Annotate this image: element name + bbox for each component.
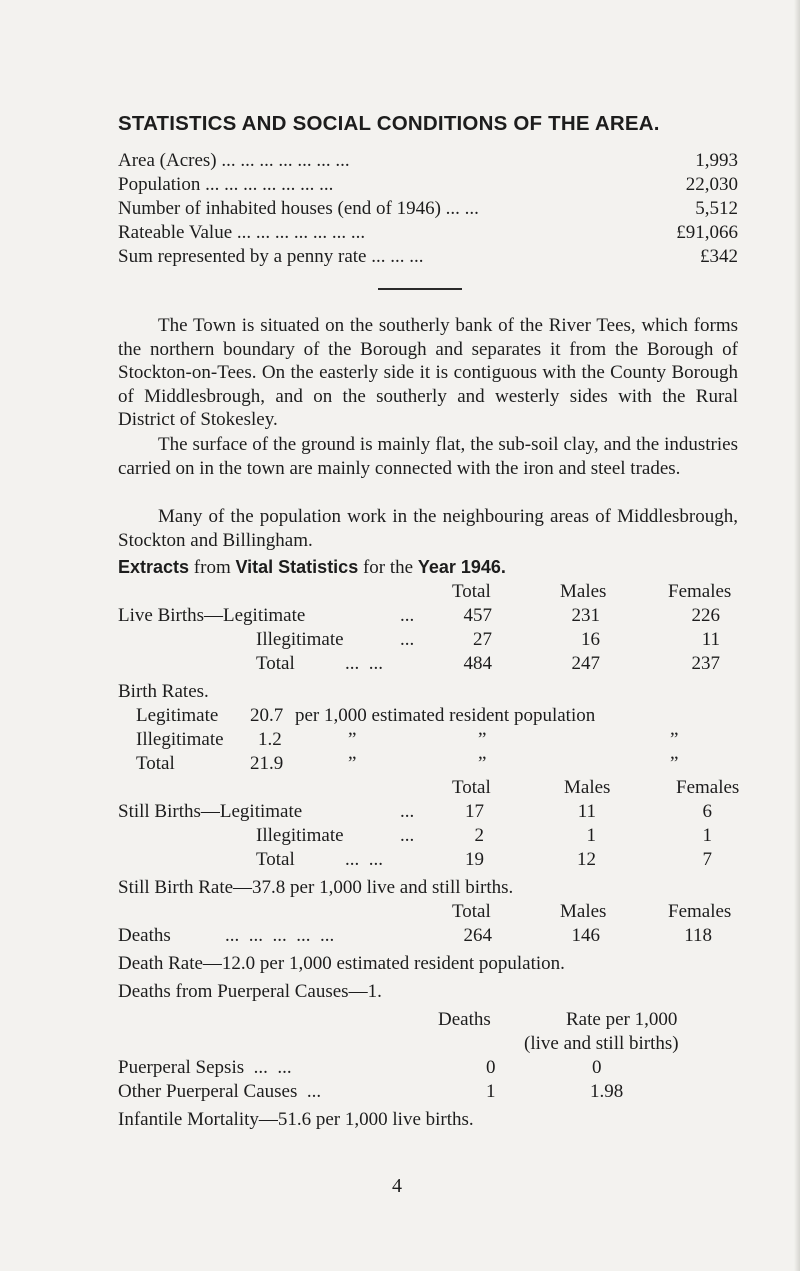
row-label: Illegitimate bbox=[256, 825, 344, 846]
rate-value: 20.7 bbox=[250, 705, 284, 726]
birth-rates-title: Birth Rates. bbox=[118, 681, 209, 702]
extracts-title-part: for the bbox=[358, 557, 418, 578]
paragraph-population: Many of the population work in the neighbouring areas of Middlesbrough, Stockton and Billingham. bbox=[118, 506, 738, 551]
stat-value: 1,993 bbox=[695, 150, 738, 171]
paragraph-surface: The surface of the ground is mainly flat, the sub-soil clay, and the industries carried on in the town are mainly connected with the iron and steel trades. bbox=[118, 434, 738, 479]
col-header-males: Males bbox=[560, 901, 607, 922]
extracts-title-part: Vital Statistics bbox=[235, 557, 359, 577]
row-dots: ... bbox=[400, 605, 415, 626]
row-label: Deaths bbox=[118, 925, 171, 946]
cell-males: 146 bbox=[571, 925, 600, 946]
col-header-total: Total bbox=[452, 581, 491, 602]
cell-females: 237 bbox=[691, 653, 720, 674]
cell-deaths: 1 bbox=[486, 1081, 496, 1102]
stat-label: Area (Acres) ... ... ... ... ... ... ... bbox=[118, 150, 350, 171]
rate-value: 21.9 bbox=[250, 753, 284, 774]
col-header-females: Females bbox=[668, 581, 732, 602]
col-header-males: Males bbox=[560, 581, 607, 602]
stat-value: £342 bbox=[700, 246, 738, 267]
col-header-total: Total bbox=[452, 901, 491, 922]
stat-label: Sum represented by a penny rate ... ... ... bbox=[118, 246, 424, 267]
extracts-title-part: Year 1946. bbox=[417, 557, 506, 577]
row-label: Total bbox=[256, 653, 295, 674]
col-header-females: Females bbox=[676, 777, 740, 798]
col-header-males: Males bbox=[564, 777, 611, 798]
ditto-mark: ” bbox=[670, 729, 679, 750]
cell-females: 11 bbox=[701, 629, 720, 650]
infantile-mortality: Infantile Mortality—51.6 per 1,000 live births. bbox=[118, 1109, 474, 1130]
cell-total: 484 bbox=[463, 653, 492, 674]
cell-total: 17 bbox=[465, 801, 484, 822]
row-dots: ... ... bbox=[345, 653, 383, 674]
rate-label: Legitimate bbox=[136, 705, 219, 726]
row-dots: ... bbox=[400, 629, 415, 650]
section-divider bbox=[378, 288, 462, 290]
extracts-title-part: Extracts bbox=[118, 557, 190, 577]
row-label: Illegitimate bbox=[256, 629, 344, 650]
still-birth-rate: Still Birth Rate—37.8 per 1,000 live and still births. bbox=[118, 877, 514, 898]
stat-row bbox=[118, 150, 738, 174]
ditto-mark: ” bbox=[478, 729, 487, 750]
stat-label: Population ... ... ... ... ... ... ... bbox=[118, 174, 334, 195]
extracts-title-part: from bbox=[189, 557, 236, 578]
cell-males: 11 bbox=[577, 801, 596, 822]
row-dots: ... ... ... ... ... bbox=[225, 925, 335, 946]
stat-value: 22,030 bbox=[685, 174, 738, 195]
cell-males: 247 bbox=[571, 653, 600, 674]
puerperal-title: Deaths from Puerperal Causes—1. bbox=[118, 981, 382, 1002]
ditto-mark: ” bbox=[348, 729, 357, 750]
rate-value: 1.2 bbox=[258, 729, 282, 750]
col-header-total: Total bbox=[452, 777, 491, 798]
col-header-females: Females bbox=[668, 901, 732, 922]
row-label: Total bbox=[256, 849, 295, 870]
col-header-rate: Rate per 1,000 bbox=[566, 1009, 678, 1030]
cell-males: 12 bbox=[577, 849, 596, 870]
stat-value: 5,512 bbox=[695, 198, 738, 219]
cell-females: 6 bbox=[702, 801, 712, 822]
page-number: 4 bbox=[392, 1175, 402, 1197]
row-dots: ... ... bbox=[345, 849, 383, 870]
cell-deaths: 0 bbox=[486, 1057, 496, 1078]
cell-rate: 0 bbox=[592, 1057, 602, 1078]
cell-females: 7 bbox=[702, 849, 712, 870]
stat-row bbox=[118, 198, 738, 222]
cell-males: 16 bbox=[581, 629, 600, 650]
page-heading: STATISTICS AND SOCIAL CONDITIONS OF THE AREA. bbox=[118, 112, 660, 135]
col-header-deaths: Deaths bbox=[438, 1009, 491, 1030]
ditto-mark: ” bbox=[670, 753, 679, 774]
death-rate: Death Rate—12.0 per 1,000 estimated resident population. bbox=[118, 953, 565, 974]
col-header-rate-note: (live and still births) bbox=[524, 1033, 679, 1054]
paragraph-location: The Town is situated on the southerly bank of the River Tees, which forms the northern boundary of the Borough and separates it from the Borough of Stockton-on-Tees. On the easterly side it is contiguous with the County Borough of Middlesbrough, and on the southerly and westerly sides with the Rural District of Stokesley. bbox=[118, 315, 738, 430]
row-label: Puerperal Sepsis ... ... bbox=[118, 1057, 292, 1078]
stat-row bbox=[118, 174, 738, 198]
cell-total: 27 bbox=[473, 629, 492, 650]
row-dots: ... bbox=[400, 801, 415, 822]
row-dots: ... bbox=[400, 825, 415, 846]
cell-total: 2 bbox=[474, 825, 484, 846]
stat-row bbox=[118, 246, 738, 270]
cell-males: 231 bbox=[571, 605, 600, 626]
stat-label: Rateable Value ... ... ... ... ... ... ... bbox=[118, 222, 366, 243]
rate-text: per 1,000 estimated resident population bbox=[295, 705, 596, 726]
cell-females: 226 bbox=[691, 605, 720, 626]
row-label: Still Births—Legitimate bbox=[118, 801, 303, 822]
page-edge-shadow bbox=[794, 0, 800, 1271]
ditto-mark: ” bbox=[478, 753, 487, 774]
cell-females: 1 bbox=[702, 825, 712, 846]
row-label: Live Births—Legitimate bbox=[118, 605, 306, 626]
rate-label: Illegitimate bbox=[136, 729, 224, 750]
rate-label: Total bbox=[136, 753, 175, 774]
cell-total: 19 bbox=[465, 849, 484, 870]
cell-rate: 1.98 bbox=[590, 1081, 624, 1102]
stat-row bbox=[118, 222, 738, 246]
cell-total: 457 bbox=[463, 605, 492, 626]
extracts-title bbox=[118, 557, 506, 579]
cell-females: 118 bbox=[684, 925, 712, 946]
row-label: Other Puerperal Causes ... bbox=[118, 1081, 322, 1102]
cell-males: 1 bbox=[586, 825, 596, 846]
stat-label: Number of inhabited houses (end of 1946) ... ... bbox=[118, 198, 479, 219]
cell-total: 264 bbox=[463, 925, 492, 946]
ditto-mark: ” bbox=[348, 753, 357, 774]
stat-value: £91,066 bbox=[676, 222, 738, 243]
